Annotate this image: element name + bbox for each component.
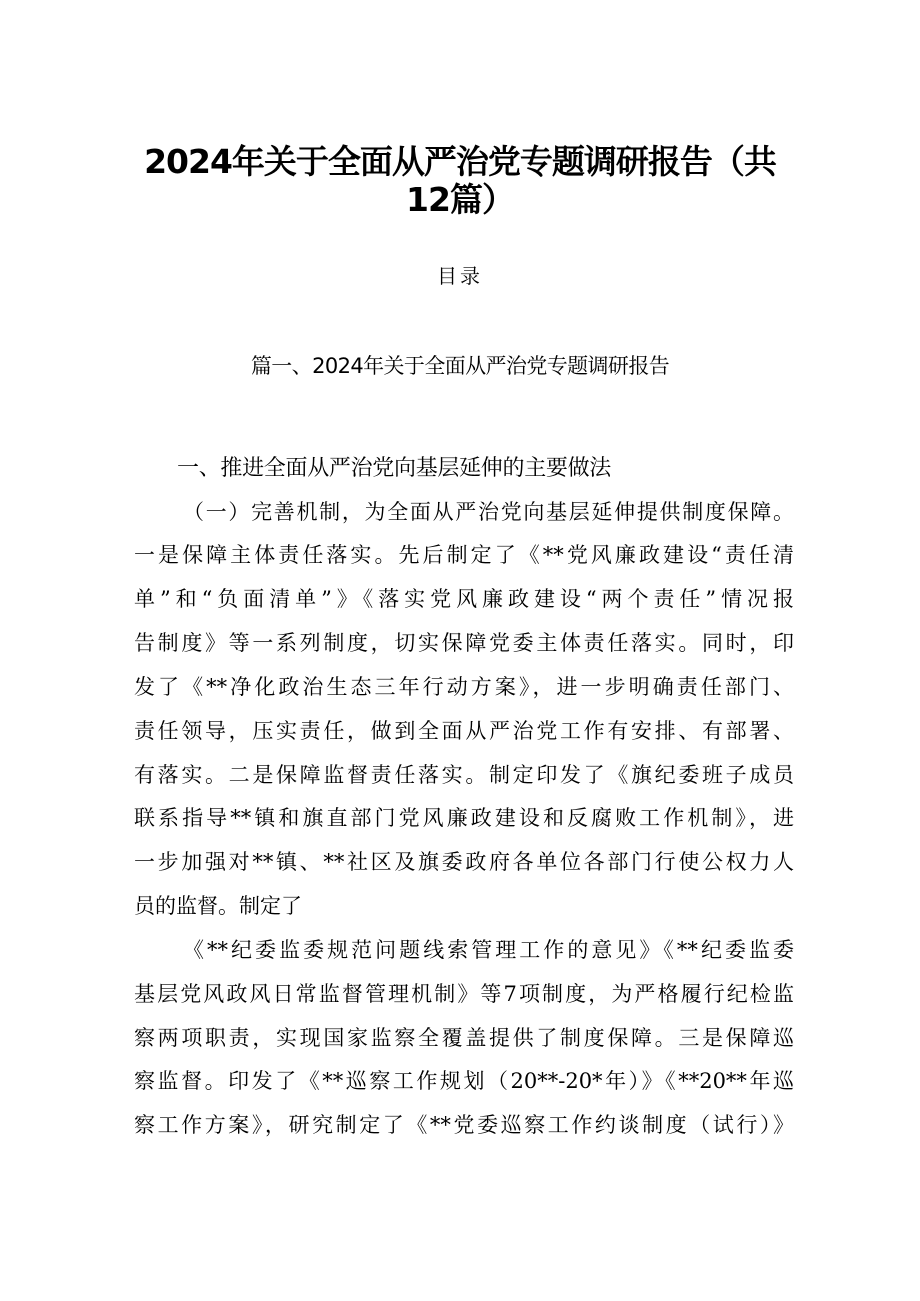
document-title-line-2: 12篇）	[406, 180, 514, 219]
body-line: （一）完善机制，为全面从严治党向基层延伸提供制度保障。	[183, 500, 794, 524]
body-line: 察工作方案》，研究制定了《**党委巡察工作约谈制度（试行）》	[134, 1113, 794, 1137]
body-line: 联系指导**镇和旗直部门党风廉政建设和反腐败工作机制》，进	[134, 806, 794, 830]
body-line: 告制度》等一系列制度，切实保障党委主体责任落实。同时，印	[134, 631, 794, 655]
body-line: 有落实。二是保障监督责任落实。制定印发了《旗纪委班子成员	[134, 763, 794, 787]
body-line: 发了《**净化政治生态三年行动方案》，进一步明确责任部门、	[134, 675, 794, 699]
body-line: 责任领导，压实责任，做到全面从严治党工作有安排、有部署、	[134, 719, 794, 743]
toc-entry: 篇一、2024年关于全面从严治党专题调研报告	[250, 354, 670, 378]
body-line: 基层党风政风日常监督管理机制》等7项制度，为严格履行纪检监	[134, 982, 794, 1006]
body-line: 单”和“负面清单”》《落实党风廉政建设“两个责任”情况报	[134, 587, 794, 611]
body-line: 一是保障主体责任落实。先后制定了《**党风廉政建设“责任清	[134, 543, 794, 567]
document-title-line-1: 2024年关于全面从严治党专题调研报告（共	[144, 142, 776, 181]
body-line: 察两项职责，实现国家监察全覆盖提供了制度保障。三是保障巡	[134, 1026, 794, 1050]
body-line: 《**纪委监委规范问题线索管理工作的意见》《**纪委监委	[183, 938, 794, 962]
body-line: 员的监督。制定了	[134, 894, 302, 918]
body-line: 一步加强对**镇、**社区及旗委政府各单位各部门行使公权力人	[134, 850, 794, 874]
toc-label: 目录	[437, 264, 483, 288]
section-heading: 一、推进全面从严治党向基层延伸的主要做法	[177, 456, 612, 481]
body-line: 察监督。印发了《**巡察工作规划（20**-20*年）》《**20**年巡	[134, 1069, 794, 1093]
